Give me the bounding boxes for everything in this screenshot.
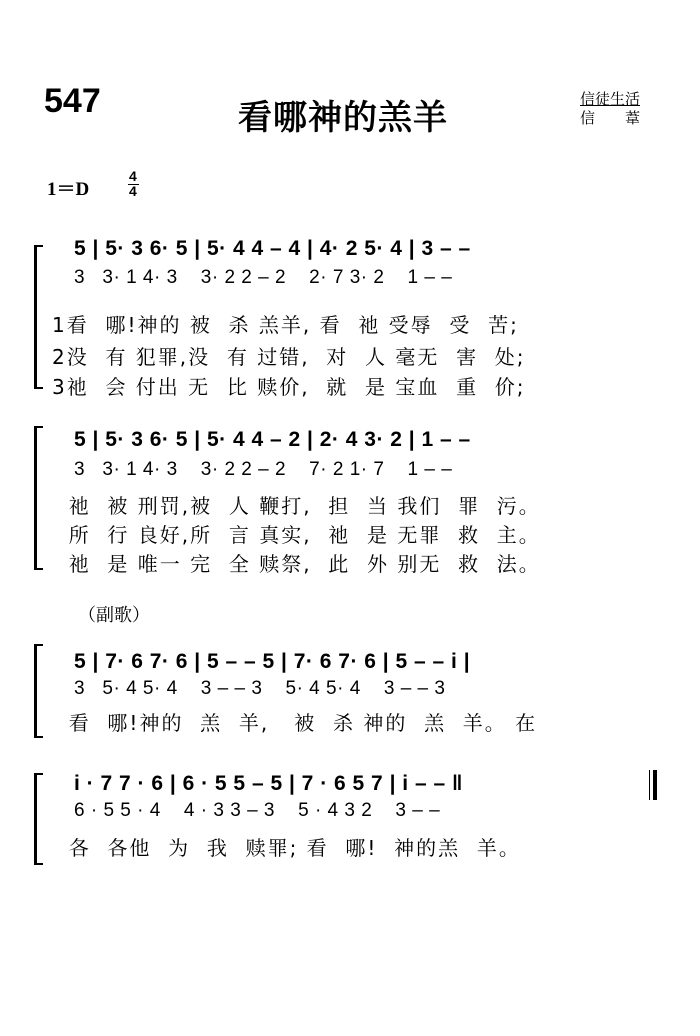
final-barline-thin: [649, 770, 650, 800]
system-bracket: [34, 644, 43, 738]
alto-line: 3 5· 4 5· 4 3 – – 3 5· 4 5· 4 3 – – 3: [74, 678, 446, 699]
lyric-verse-3: 祂 是 唯一 完 全 赎祭, 此 外 别无 救 法。: [52, 552, 541, 576]
melody-line: i · 7 7 · 6 | 6 · 5 5 – 5 | 7 · 6 5 7 | i – – ‖: [74, 772, 463, 795]
lyric-line: 各 各他 为 我 赎罪; 看 哪! 神的羔 羊。: [52, 836, 521, 860]
melody-line: 5 | 7· 6 7· 6 | 5 – – 5 | 7· 6 7· 6 | 5 – – i |: [74, 650, 471, 673]
lyric-verse-1: 祂 被 刑罚,被 人 鞭打, 担 当 我们 罪 污。: [52, 494, 541, 518]
time-signature-top: 4: [129, 168, 137, 184]
credit-source: 信徒生活: [580, 90, 641, 108]
lyric-verse-3: 3祂 会 付出 无 比 赎价, 就 是 宝血 重 价;: [52, 375, 526, 399]
alto-line: 3 3· 1 4· 3 3· 2 2 – 2 7· 2 1· 7 1 – –: [74, 459, 453, 480]
key-signature: 1＝D: [47, 179, 90, 200]
system-bracket: [34, 245, 43, 389]
time-signature-bottom: 4: [129, 183, 137, 199]
alto-line: 6 · 5 5 · 4 4 · 3 3 – 3 5 · 4 3 2 3 – –: [74, 800, 441, 821]
melody-line: 5 | 5· 3 6· 5 | 5· 4 4 – 2 | 2· 4 3· 2 | 1 – –: [74, 428, 471, 451]
lyric-line: 看 哪!神的 羔 羊, 被 杀 神的 羔 羊。 在: [52, 711, 538, 735]
melody-line: 5 | 5· 3 6· 5 | 5· 4 4 – 4 | 4· 2 5· 4 | 3 – –: [74, 237, 471, 260]
hymn-title: 看哪神的羔羊: [238, 98, 448, 138]
final-barline-thick: [653, 770, 657, 800]
system-bracket: [34, 773, 43, 865]
alto-line: 3 3· 1 4· 3 3· 2 2 – 2 2· 7 3· 2 1 – –: [74, 267, 453, 288]
system-bracket: [34, 426, 43, 570]
hymn-number: 547: [44, 82, 101, 120]
chorus-label: （副歌）: [78, 605, 150, 626]
lyric-verse-1: 1看 哪!神的 被 杀 羔羊, 看 祂 受辱 受 苦;: [52, 313, 519, 337]
lyric-verse-2: 2没 有 犯罪,没 有 过错, 对 人 毫无 害 处;: [52, 345, 526, 369]
lyric-verse-2: 所 行 良好,所 言 真实, 祂 是 无罪 救 主。: [52, 523, 541, 547]
credit-author: 信 葦: [580, 109, 641, 127]
